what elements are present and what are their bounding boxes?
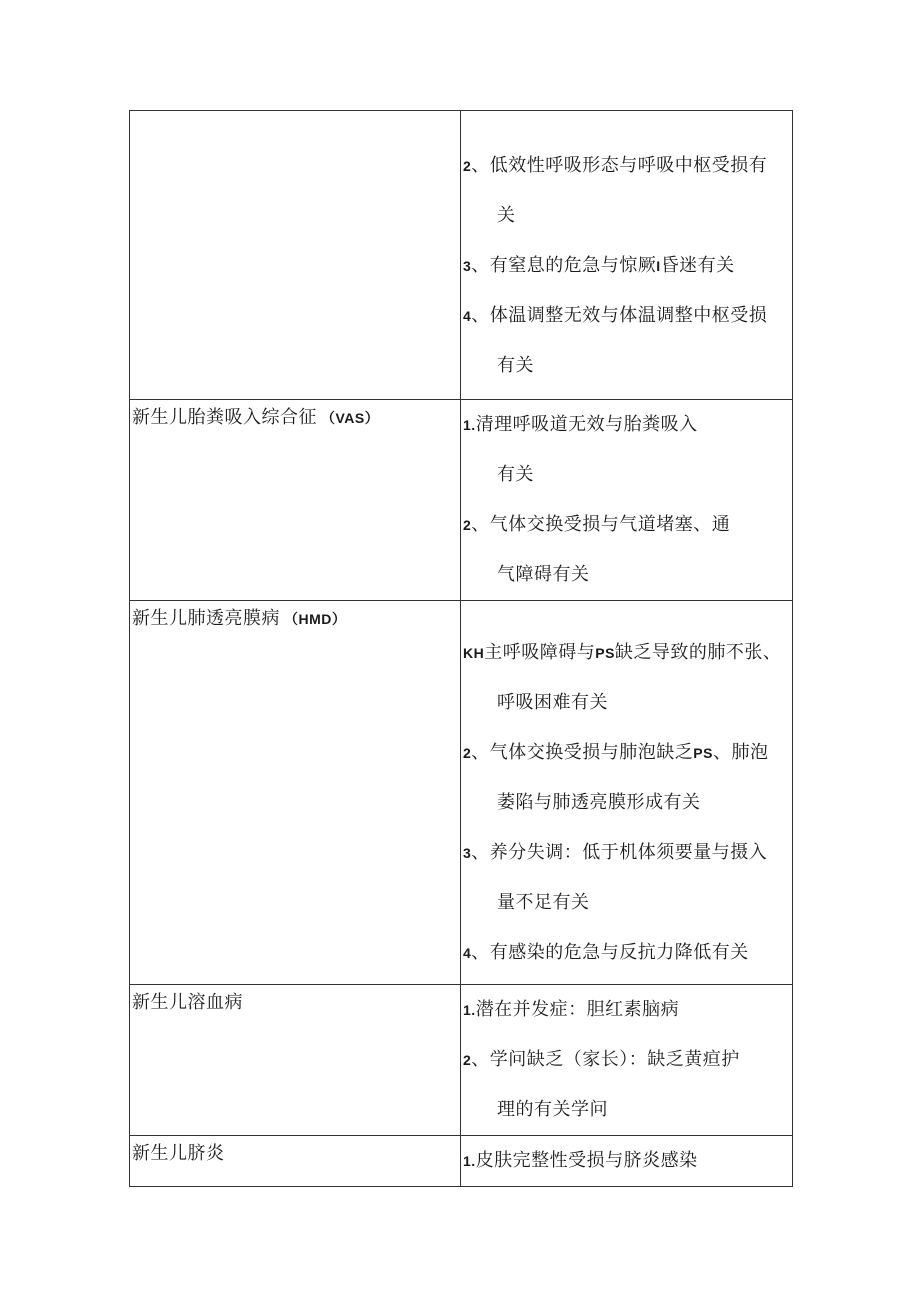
disease-cell <box>130 985 461 1136</box>
diagnosis-item: 2、学问缺乏（家长）：缺乏黄疸护 <box>463 1049 740 1070</box>
disease-cell <box>130 111 461 400</box>
diagnosis-item: 2、气体交换受损与气道堵塞、通 <box>463 514 731 535</box>
diagnosis-cell <box>461 400 793 601</box>
disease-cell <box>130 400 461 601</box>
disease-cell <box>130 601 461 985</box>
diagnosis-item: 1.清理呼吸道无效与胎粪吸入 <box>463 414 698 435</box>
table-row <box>130 601 793 985</box>
diagnosis-cell <box>461 111 793 400</box>
disease-name: 新生儿肺透亮膜病 （HMD） <box>132 608 347 629</box>
disease-name: 新生儿胎粪吸入综合征 （VAS） <box>132 407 380 428</box>
diagnosis-item: 1.皮肤完整性受损与脐炎感染 <box>463 1150 698 1171</box>
diagnosis-item-continuation: 关 <box>497 205 516 226</box>
diagnosis-item-continuation: 有关 <box>497 464 534 485</box>
diagnosis-cell <box>461 601 793 985</box>
table-row <box>130 985 793 1136</box>
diagnosis-item: KH主呼吸障碍与PS缺乏导致的肺不张、 <box>463 642 782 663</box>
diagnosis-item: 4、体温调整无效与体温调整中枢受损 <box>463 305 768 326</box>
nursing-diagnosis-table <box>129 110 793 1187</box>
diagnosis-cell <box>461 985 793 1136</box>
diagnosis-item: 2、低效性呼吸形态与呼吸中枢受损有 <box>463 155 768 176</box>
diagnosis-item-continuation: 量不足有关 <box>497 892 590 913</box>
diagnosis-item-continuation: 气障碍有关 <box>497 564 590 585</box>
diagnosis-item: 1.潜在并发症：胆红素脑病 <box>463 999 680 1020</box>
table-row <box>130 111 793 400</box>
diagnosis-item-continuation: 理的有关学问 <box>497 1099 608 1120</box>
diagnosis-item-continuation: 呼吸困难有关 <box>497 692 608 713</box>
diagnosis-cell <box>461 1136 793 1187</box>
diagnosis-item: 2、气体交换受损与肺泡缺乏PS、肺泡 <box>463 742 769 763</box>
disease-name: 新生儿脐炎 <box>132 1143 225 1164</box>
table-row <box>130 400 793 601</box>
table-row <box>130 1136 793 1187</box>
disease-name: 新生儿溶血病 <box>132 992 243 1013</box>
diagnosis-item: 3、有窒息的危急与惊厥I昏迷有关 <box>463 255 735 276</box>
diagnosis-item-continuation: 萎陷与肺透亮膜形成有关 <box>497 792 701 813</box>
diagnosis-item: 3、养分失调：低于机体须要量与摄入 <box>463 842 768 863</box>
diagnosis-item-continuation: 有关 <box>497 355 534 376</box>
disease-abbreviation: （HMD） <box>284 611 347 627</box>
disease-cell <box>130 1136 461 1187</box>
disease-abbreviation: （VAS） <box>321 410 380 426</box>
diagnosis-item: 4、有感染的危急与反抗力降低有关 <box>463 942 749 963</box>
disease-name <box>130 111 460 117</box>
